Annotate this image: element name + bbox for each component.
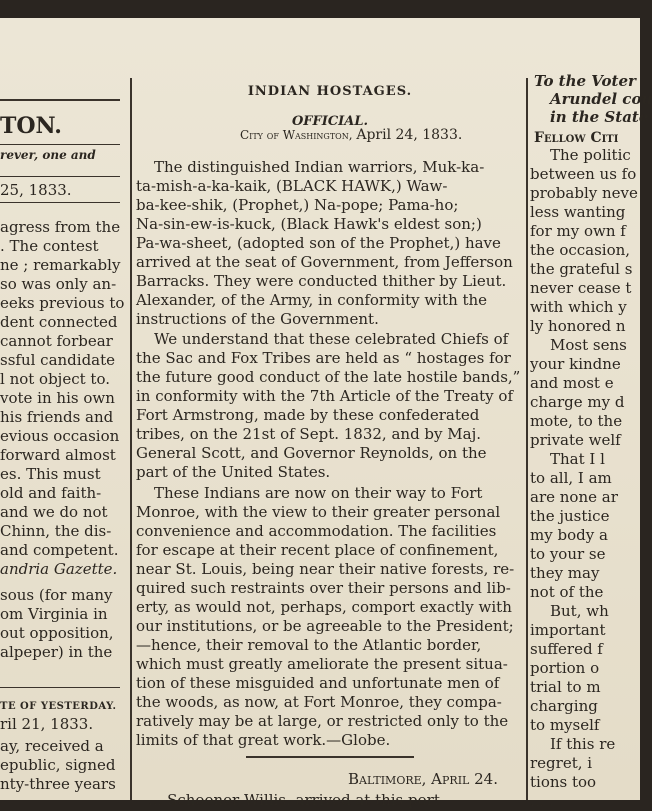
para3-line: tion of these misguided and unfortunate men of — [136, 674, 500, 692]
masthead-rule — [0, 99, 120, 101]
para1-line: Na-sin-ew-is-kuck, (Black Hawk's eldest son;) — [136, 215, 482, 233]
para2-line: tribes, on the 21st of Sept. 1832, and by Maj. — [136, 425, 481, 443]
para3-line: for escape at their recent place of confinement, — [136, 541, 499, 559]
dateline-date: April 24, 1833. — [356, 127, 463, 143]
left-line: ssful candidate — [0, 351, 116, 369]
salutation: Fellow Citi — [534, 130, 619, 146]
left-line: alpeper) in the — [0, 643, 113, 661]
left-line: andria Gazette. — [0, 560, 118, 578]
left-line: ay, received a — [0, 737, 104, 755]
para2-line: We understand that these celebrated Chiefs of — [154, 330, 509, 348]
section-head: TE OF YESTERDAY. — [0, 701, 117, 712]
right-line: with which y — [530, 298, 627, 316]
right-line: ... . — [530, 792, 554, 810]
right-line: regret, i — [530, 754, 593, 772]
para1-line: instructions of the Government. — [136, 310, 379, 328]
para1-line: The distinguished Indian warriors, Muk-ka- — [154, 158, 485, 176]
para1-line: Pa-wa-sheet, (adopted son of the Prophet,) have — [136, 234, 501, 252]
right-line: and most e — [530, 374, 614, 392]
left-date: 25, 1833. — [0, 181, 72, 199]
section-rule — [0, 687, 120, 688]
para1-line: ta-mish-a-ka-kaik, (BLACK HAWK,) Waw- — [136, 177, 448, 195]
left-line: es. This must — [0, 465, 101, 483]
right-head: Arundel cou — [550, 90, 652, 108]
left-line: forward almost — [0, 446, 116, 464]
right-line: If this re — [550, 735, 616, 753]
left-line: ne ; remarkably — [0, 256, 121, 274]
para1-line: ba-kee-shik, (Prophet,) Na-pope; Pama-ho; — [136, 196, 459, 214]
para3-line: limits of that great work.—Globe. — [136, 731, 391, 749]
para3-line: ratively may be at large, or restricted only to the — [136, 712, 509, 730]
last-line: ... Schooner Willis, arrived at this port — [148, 791, 440, 809]
article-column — [136, 18, 524, 809]
para3-line: Monroe, with the view to their greater personal — [136, 503, 501, 521]
right-line: to myself — [530, 716, 600, 734]
para2-line: General Scott, and Governor Reynolds, on the — [136, 444, 487, 462]
tagline: rever, one and — [0, 148, 96, 162]
left-line: cannot forbear — [0, 332, 113, 350]
right-line: the grateful s — [530, 260, 633, 278]
right-line: the occasion, — [530, 241, 631, 259]
dateline — [240, 126, 462, 145]
newspaper-page — [0, 18, 652, 810]
right-line: suffered f — [530, 640, 603, 658]
left-line: so was only an- — [0, 275, 117, 293]
masthead-fragment: TON. — [0, 113, 62, 139]
para3-line: —hence, their removal to the Atlantic border, — [136, 636, 482, 654]
para2-line: part of the United States. — [136, 463, 331, 481]
right-line: your kindne — [530, 355, 621, 373]
para2-line: the Sac and Fox Tribes are held as “ hostages for — [136, 349, 511, 367]
left-line: . The contest — [0, 237, 99, 255]
left-line: vote in his own — [0, 389, 115, 407]
left-line: and we do not — [0, 503, 108, 521]
para2-line: in conformity with the 7th Article of the Treaty of — [136, 387, 513, 405]
right-line: to your se — [530, 545, 606, 563]
headline: INDIAN HOSTAGES. — [247, 84, 413, 99]
para3-line: quired such restraints over their persons and lib- — [136, 579, 511, 597]
right-line: Most sens — [550, 336, 627, 354]
right-line: That I l — [550, 450, 605, 468]
para2-line: the future good conduct of the late hostile bands,” — [136, 368, 521, 386]
left-line: agress from the — [0, 218, 121, 236]
right-line: portion o — [530, 659, 600, 677]
right-column — [530, 18, 652, 810]
left-line: Chinn, the dis- — [0, 522, 112, 540]
para3-line: These Indians are now on their way to Fort — [154, 484, 483, 502]
left-line: evious occasion — [0, 427, 120, 445]
right-head: To the Voter — [534, 72, 636, 90]
para1-line: arrived at the seat of Government, from Jefferson — [136, 253, 513, 271]
right-line: they may — [530, 564, 600, 582]
right-line: my body a — [530, 526, 608, 544]
right-line: private welf — [530, 431, 621, 449]
left-line: eeks previous to — [0, 294, 125, 312]
left-line: out opposition, — [0, 624, 114, 642]
right-line: for my own f — [530, 222, 626, 240]
right-line: charging — [530, 697, 598, 715]
article-end-rule — [246, 756, 414, 758]
dateline-city: City of Washington, — [240, 128, 353, 142]
right-line: important — [530, 621, 606, 639]
para2-line: Fort Armstrong, made by these confederated — [136, 406, 480, 424]
left-line: dent connected — [0, 313, 118, 331]
para3-line: erty, as would not, perhaps, comport exactly with — [136, 598, 512, 616]
right-line: charge my d — [530, 393, 625, 411]
tagline-rule — [0, 176, 120, 177]
right-line: are none ar — [530, 488, 618, 506]
right-line: mote, to the — [530, 412, 623, 430]
right-line: to all, I am — [530, 469, 612, 487]
right-line: probably neve — [530, 184, 638, 202]
right-line: tions too — [530, 773, 597, 791]
left-line: and competent. — [0, 541, 119, 559]
left-line: old and faith- — [0, 484, 102, 502]
left-line: epublic, signed — [0, 756, 116, 774]
right-line: never cease t — [530, 279, 632, 297]
right-line: ly honored n — [530, 317, 626, 335]
para1-line: Alexander, of the Army, in conformity with the — [136, 291, 488, 309]
left-line: his friends and — [0, 408, 114, 426]
para3-line: our institutions, or be agreeable to the President; — [136, 617, 514, 635]
right-line: less wanting — [530, 203, 626, 221]
para3-line: convenience and accommodation. The facilities — [136, 522, 497, 540]
para3-line: near St. Louis, being near their native forests, re- — [136, 560, 515, 578]
right-line: not of the — [530, 583, 604, 601]
left-line: om Virginia in — [0, 605, 108, 623]
column-rule-right — [526, 78, 528, 800]
para3-line: which must greatly ameliorate the present situa- — [136, 655, 508, 673]
left-line: sous (for many — [0, 586, 113, 604]
masthead-rule-2 — [0, 144, 120, 145]
right-line: trial to m — [530, 678, 601, 696]
official-label: OFFICIAL. — [291, 114, 369, 129]
column-rule-left — [130, 78, 132, 800]
right-line: the justice — [530, 507, 610, 525]
right-head: in the State — [550, 108, 649, 126]
para3-line: the woods, as now, at Fort Monroe, they compa- — [136, 693, 502, 711]
right-line: between us fo — [530, 165, 637, 183]
left-line: nty-three years — [0, 775, 116, 793]
date-rule — [0, 202, 120, 203]
para1-line: Barracks. They were conducted thither by Lieut. — [136, 272, 507, 290]
left-column — [0, 18, 128, 800]
left-date-2: ril 21, 1833. — [0, 715, 94, 733]
right-line: But, wh — [550, 602, 609, 620]
right-line: The politic — [550, 146, 631, 164]
dateline-2: Baltimore, April 24. — [348, 770, 498, 788]
left-line: l not object to. — [0, 370, 110, 388]
